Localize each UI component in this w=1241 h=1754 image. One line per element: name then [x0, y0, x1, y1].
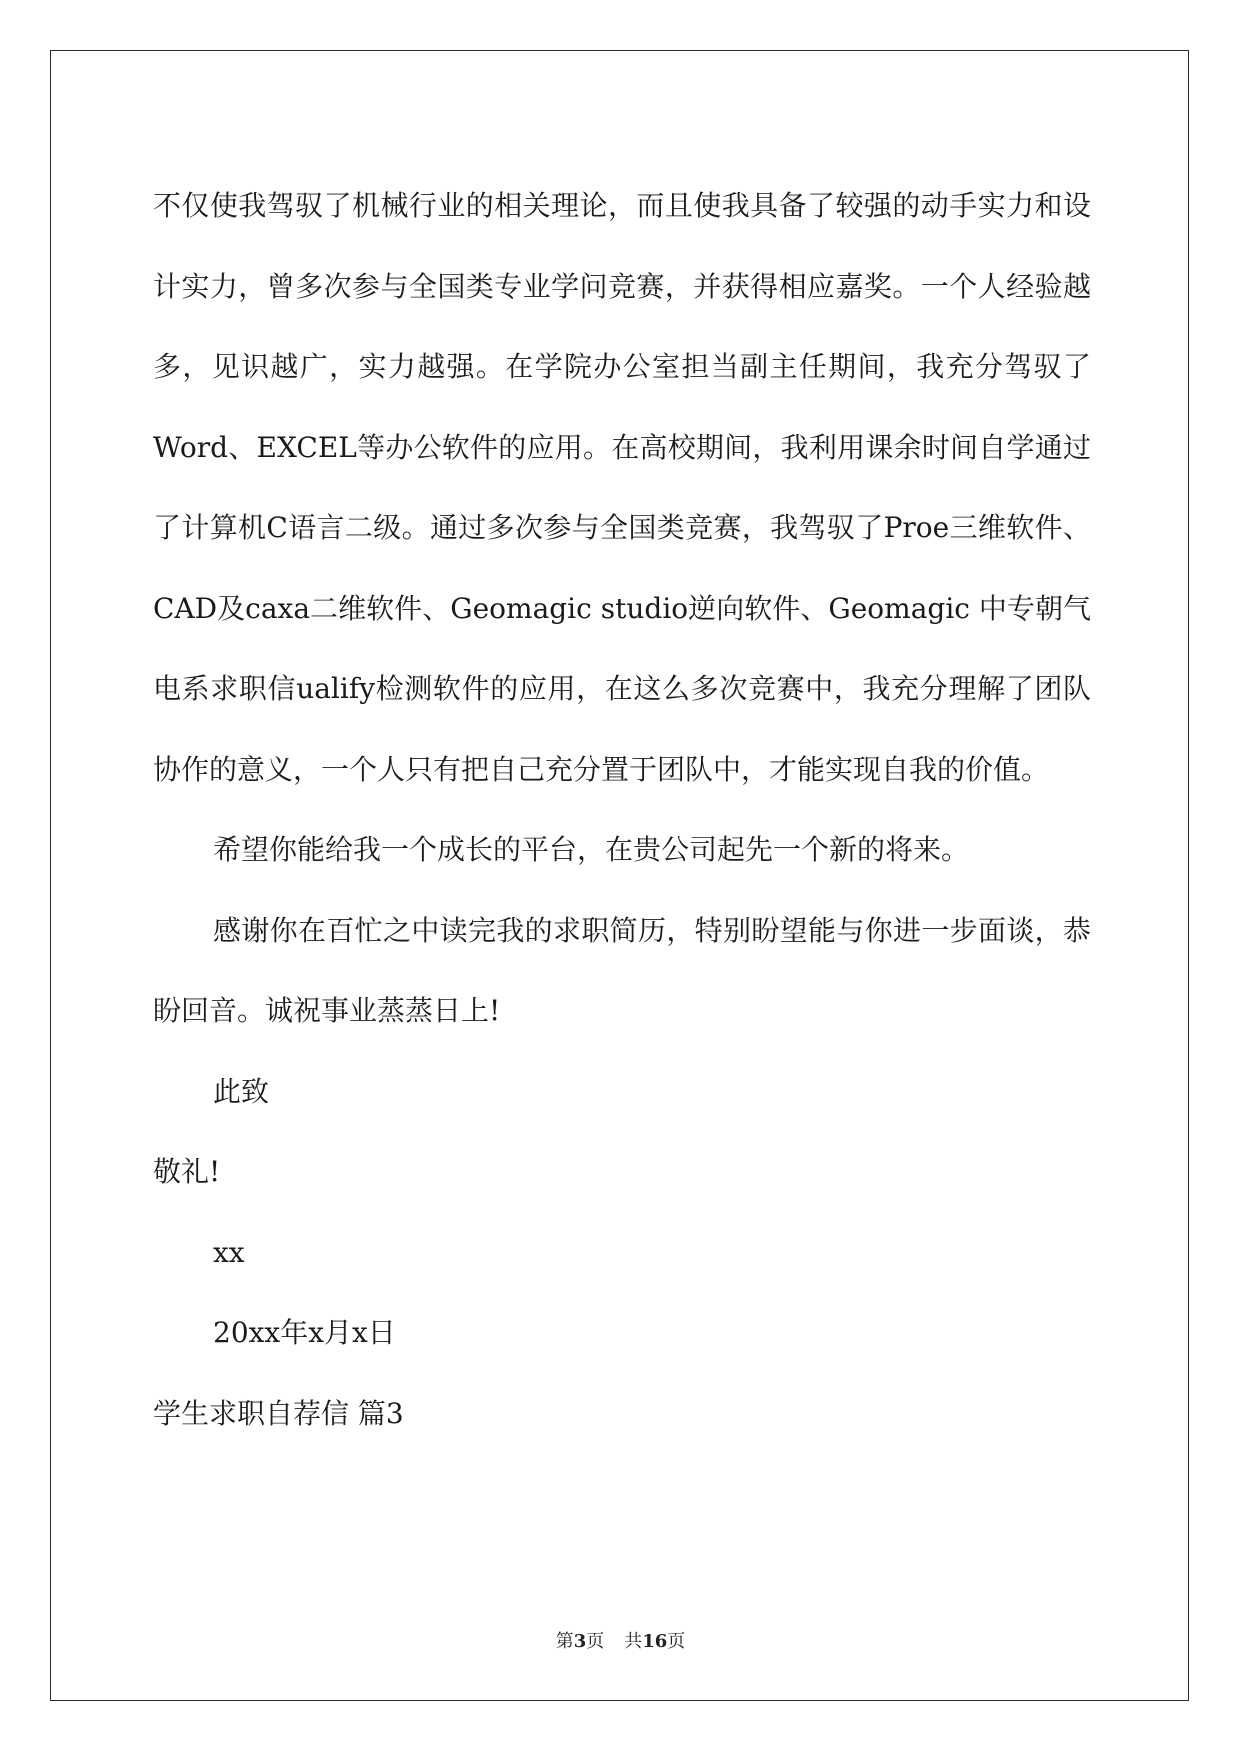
document-body — [153, 166, 1091, 1454]
body-paragraph-2: 希望你能给我一个成长的平台，在贵公司起先一个新的将来。 — [213, 833, 970, 866]
page-prefix: 第 — [555, 1631, 574, 1652]
body-paragraph-3: 感谢你在百忙之中读完我的求职简历，特别盼望能与你进一步面谈，恭盼回音。诚祝事业蒸蒸日上! — [153, 913, 1091, 1027]
section-heading: 学生求职自荐信 篇3 — [153, 1396, 404, 1430]
page-footer — [0, 1627, 1241, 1653]
salute-line: 敬礼! — [153, 1155, 221, 1188]
page-suffix: 页 — [586, 1631, 605, 1652]
signature-name: xx — [213, 1235, 245, 1269]
signature-date: 20xx年x月x日 — [213, 1316, 396, 1349]
page-current: 3 — [573, 1631, 587, 1652]
closing-line: 此致 — [213, 1074, 270, 1108]
body-paragraph-1: 不仅使我驾驭了机械行业的相关理论，而且使我具备了较强的动手实力和设计实力，曾多次参与全国类专业学问竞赛，并获得相应嘉奖。一个人经验越多，见识越广，实力越强。在学院办公室担当副主任期间，我充分驾驭了Word、EXCEL等办公软件的应用。在高校期间，我利用课余时间自学通过了计算机C语言二级。通过多次参与全国类竞赛，我驾驭了Proe三维软件、CAD及caxa二维软件、Geomagic studio逆向软件、Geomagic 中专朝气电系求职信ualify检测软件的应用，在这么多次竞赛中，我充分理解了团队协作的意义，一个人只有把自己充分置于团队中，才能实现自我的价值。 — [153, 189, 1091, 786]
page-total: 16 — [642, 1631, 668, 1652]
total-suffix: 页 — [667, 1631, 686, 1652]
total-prefix: 共 — [624, 1631, 643, 1652]
